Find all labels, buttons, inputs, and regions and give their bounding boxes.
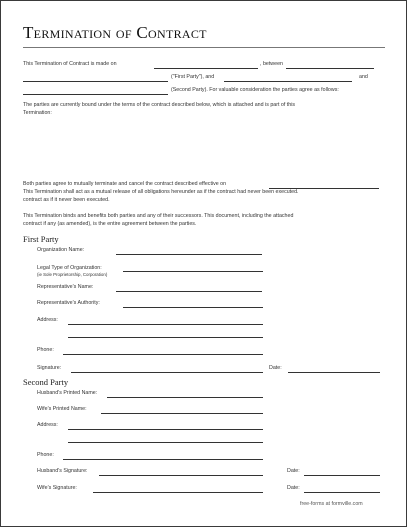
date-field-3[interactable] [304,492,380,493]
binding-text-b: contract if any (as amended), is the entire agreement between the parties. [23,221,197,227]
agree-text-c: contract as if it never been executed. [23,197,110,203]
first-party-name-field[interactable] [23,81,168,82]
wife-signature-label: Wife's Signature: [37,485,77,491]
agree-text-a: Both parties agree to mutually terminate and cancel the contract described effective on [23,181,227,187]
date-field-1[interactable] [288,372,380,373]
wife-name-label: Wife's Printed Name: [37,406,87,412]
between-party-field[interactable] [286,68,374,69]
date-label-2: Date: [287,468,300,474]
wife-name-field[interactable] [101,413,263,414]
date-field-2[interactable] [304,475,380,476]
legal-type-label: Legal Type of Organization: [37,265,102,271]
address-field-1a[interactable] [68,324,263,325]
address-field-1b[interactable] [68,337,263,338]
legal-type-field[interactable] [123,271,263,272]
phone-field-2[interactable] [63,459,263,460]
legal-type-note: (ie Sole Proprietorship, Corporation) [37,272,108,277]
husband-signature-field[interactable] [99,475,263,476]
intro-text-3: (Second Party). For valuable consideration the parties agree as follows: [171,87,339,93]
current-terms-text-2: Termination: [23,110,52,116]
husband-name-field[interactable] [107,397,263,398]
first-party-heading: First Party [23,234,59,244]
phone-field-1[interactable] [63,354,263,355]
second-party-line-field[interactable] [23,94,168,95]
date-label-1: Date: [269,365,282,371]
intro-text-2a: ("First Party"), and [171,74,215,80]
rep-authority-field[interactable] [123,307,263,308]
date-label-3: Date: [287,485,300,491]
rep-authority-label: Representative's Authority: [37,300,100,306]
second-party-heading: Second Party [23,377,69,387]
contract-date-field[interactable] [154,68,258,69]
rep-name-label: Representative's Name: [37,284,94,290]
signature-field-1[interactable] [71,372,263,373]
title-divider [23,47,385,48]
agree-text-b: This Termination shall act as a mutual release of all obligations hereunder as if the contract had never been executed. [23,189,299,195]
phone-label-1: Phone: [37,347,54,353]
husband-signature-label: Husband's Signature: [37,468,88,474]
second-party-name-field[interactable] [224,81,352,82]
intro-text-2b: and [359,74,368,80]
current-terms-text-1: The parties are currently bound under the terms of the contract described below, which is attached and is part of this [23,102,296,108]
signature-label-1: Signature: [37,365,62,371]
address-label-1: Address: [37,317,58,323]
document-title: Termination of Contract [23,23,207,42]
wife-signature-field[interactable] [93,492,263,493]
husband-name-label: Husband's Printed Name: [37,390,98,396]
watermark-footer: free-forms at formville.com [300,501,363,507]
address-label-2: Address: [37,422,58,428]
phone-label-2: Phone: [37,452,54,458]
intro-text-1b: , between [260,61,283,67]
intro-text-1a: This Termination of Contract is made on [23,61,117,67]
address-field-2b[interactable] [68,442,263,443]
address-field-2a[interactable] [68,429,263,430]
org-name-field[interactable] [116,254,262,255]
binding-text-a: This Termination binds and benefits both parties and any of their successors. This document, including the attached [23,213,294,219]
org-name-label: Organization Name: [37,247,85,253]
rep-name-field[interactable] [116,291,262,292]
